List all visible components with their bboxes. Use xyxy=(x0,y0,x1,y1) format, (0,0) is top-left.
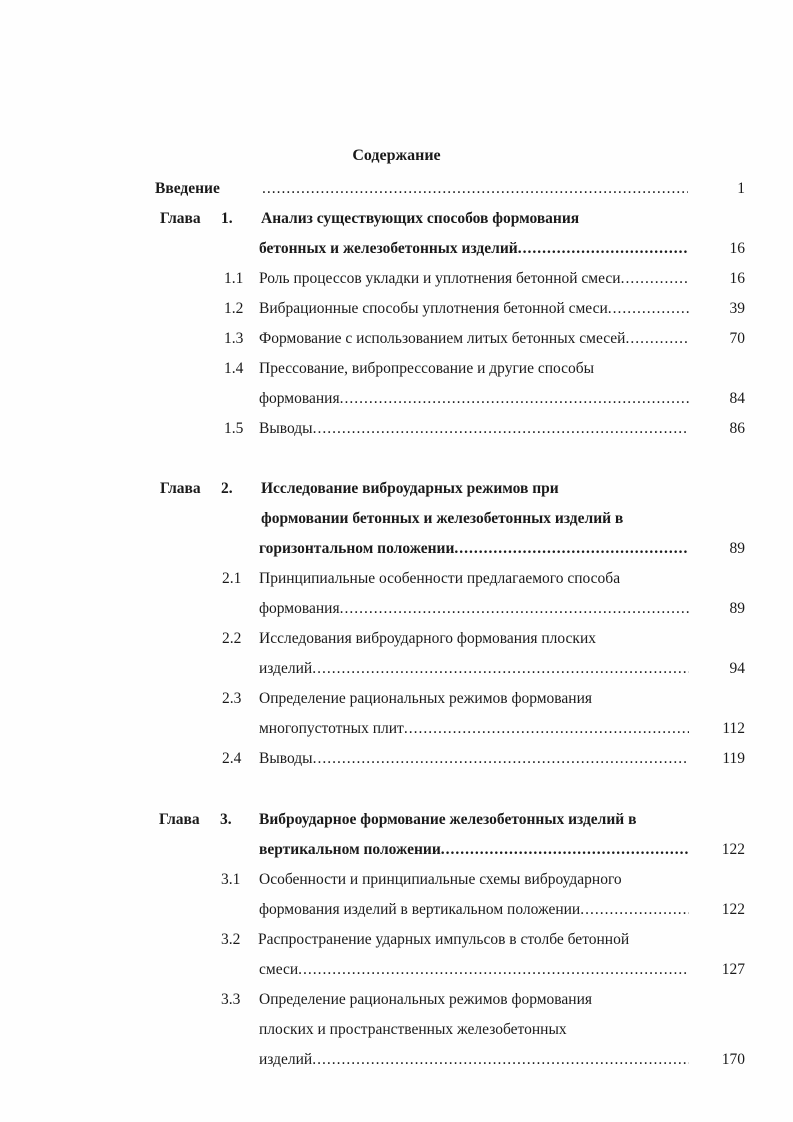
intro-page-number: 1 xyxy=(737,180,745,197)
section-number: 2.2 xyxy=(222,630,242,647)
section-2-4-title: Выводы ..... xyxy=(259,749,689,769)
intro-label: Введение xyxy=(155,180,220,197)
dot-leader xyxy=(312,1050,689,1070)
section-page-number: 16 xyxy=(729,270,745,287)
section-page-number: 94 xyxy=(729,660,745,677)
section-page-number: 89 xyxy=(729,600,745,617)
dot-leader xyxy=(608,299,689,319)
section-number: 2.1 xyxy=(222,570,242,587)
section-1-4-title-line-2: формования ..... xyxy=(259,389,689,409)
intro-leader-row xyxy=(262,179,688,199)
section-2-3-title-line-1: Определение рациональных режимов формования xyxy=(259,690,593,707)
section-1-4-title-line-1: Прессование, вибропрессование и другие способы xyxy=(259,360,595,377)
dot-leader xyxy=(454,539,689,559)
chapter-3-label: Глава xyxy=(159,811,200,828)
section-3-1-title-line-1: Особенности и принципиальные схемы виброударного xyxy=(259,871,622,888)
chapter-3-page-number: 122 xyxy=(721,841,745,858)
section-number: 1.5 xyxy=(224,420,244,437)
dot-leader xyxy=(441,840,689,860)
chapter-2-title-line-2: формовании бетонных и железобетонных изделий в xyxy=(261,510,624,527)
chapter-2-number: 2. xyxy=(221,480,233,497)
dot-leader xyxy=(621,269,689,289)
chapter-3-title-line-1: Виброударное формование железобетонных изделий в xyxy=(259,811,637,828)
dot-leader xyxy=(580,900,689,920)
section-number: 1.2 xyxy=(224,300,244,317)
section-2-3-title-line-2: многопустотных плит ..... xyxy=(259,719,689,739)
section-3-3-title-line-3: изделий ..... xyxy=(259,1050,689,1070)
dot-leader xyxy=(312,659,689,679)
section-2-1-title-line-2: формования ..... xyxy=(259,599,689,619)
chapter-1-title-line-1: Анализ существующих способов формования xyxy=(261,210,580,227)
section-1-2-title: Вибрационные способы уплотнения бетонной смеси ..... xyxy=(259,299,689,319)
section-2-2-title-line-2: изделий ..... xyxy=(259,659,689,679)
section-number: 1.1 xyxy=(224,270,244,287)
section-page-number: 39 xyxy=(729,300,745,317)
dot-leader xyxy=(262,179,688,199)
section-page-number: 112 xyxy=(722,720,745,737)
section-3-1-title-line-2: формования изделий в вертикальном положении ..... xyxy=(259,900,689,920)
chapter-2-title-line-1: Исследование виброударных режимов при xyxy=(261,480,559,497)
dot-leader xyxy=(340,599,689,619)
section-number: 2.4 xyxy=(222,750,242,767)
section-number: 3.1 xyxy=(221,871,241,888)
section-1-5-title: Выводы ..... xyxy=(259,419,689,439)
dot-leader xyxy=(340,389,689,409)
section-3-3-title-line-1: Определение рациональных режимов формования xyxy=(259,991,593,1008)
chapter-2-title-line-3: горизонтальном положении ..... xyxy=(259,539,689,559)
page-title: Содержание xyxy=(352,147,441,164)
section-3-2-title-line-1: Распространение ударных импульсов в столбе бетонной xyxy=(258,931,630,948)
section-1-1-title: Роль процессов укладки и уплотнения бетонной смеси ..... xyxy=(259,269,689,289)
section-3-2-title-line-2: смеси ..... xyxy=(259,960,689,980)
section-2-2-title-line-1: Исследования виброударного формования плоских xyxy=(259,630,597,647)
dot-leader xyxy=(518,239,689,259)
section-page-number: 127 xyxy=(721,961,745,978)
dot-leader xyxy=(298,960,689,980)
chapter-2-page-number: 89 xyxy=(729,540,745,557)
section-page-number: 86 xyxy=(729,420,745,437)
chapter-1-title-line-2: бетонных и железобетонных изделий ..... xyxy=(259,239,689,259)
section-page-number: 119 xyxy=(722,750,745,767)
dot-leader xyxy=(625,329,689,349)
section-number: 1.4 xyxy=(224,360,244,377)
dot-leader xyxy=(313,749,689,769)
section-number: 3.3 xyxy=(221,991,241,1008)
section-page-number: 122 xyxy=(721,901,745,918)
section-number: 1.3 xyxy=(224,330,244,347)
section-3-3-title-line-2: плоских и пространственных железобетонных xyxy=(259,1021,567,1038)
dot-leader xyxy=(313,419,689,439)
section-2-1-title-line-1: Принципиальные особенности предлагаемого способа xyxy=(259,570,621,587)
chapter-2-label: Глава xyxy=(160,480,201,497)
chapter-3-number: 3. xyxy=(220,811,232,828)
section-number: 2.3 xyxy=(222,690,242,707)
section-page-number: 84 xyxy=(729,390,745,407)
chapter-3-title-line-2: вертикальном положении ..... xyxy=(259,840,689,860)
section-page-number: 70 xyxy=(729,330,745,347)
section-page-number: 170 xyxy=(721,1051,745,1068)
dot-leader xyxy=(404,719,689,739)
chapter-1-page-number: 16 xyxy=(729,240,745,257)
section-number: 3.2 xyxy=(221,931,241,948)
section-1-3-title: Формование с использованием литых бетонных смесей ..... xyxy=(259,329,689,349)
chapter-1-label: Глава xyxy=(160,210,201,227)
chapter-1-number: 1. xyxy=(221,210,233,227)
